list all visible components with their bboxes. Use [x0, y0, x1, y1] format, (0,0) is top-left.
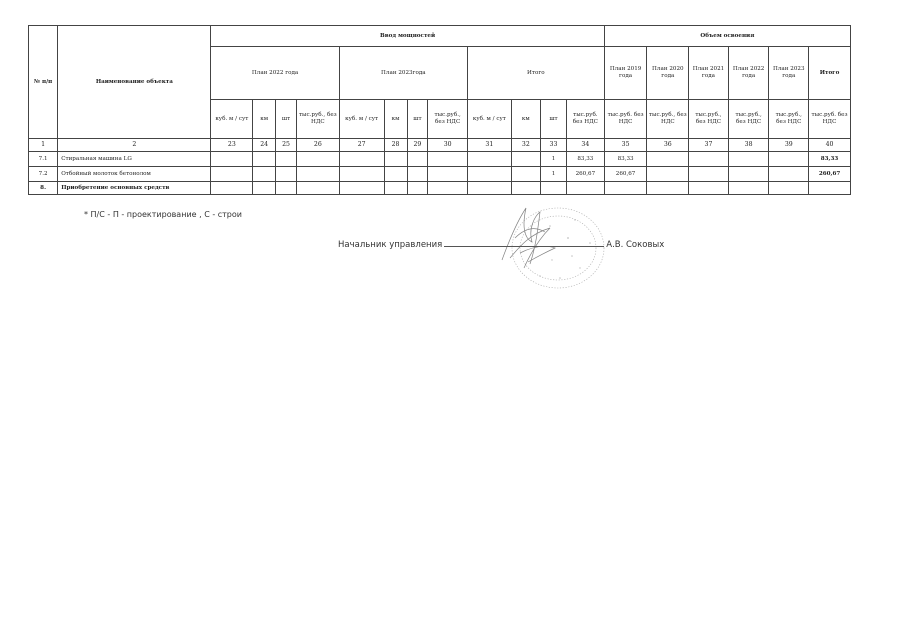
- col-number: 25: [276, 139, 297, 152]
- header-num: № п/п: [29, 26, 58, 139]
- col-number: 34: [567, 139, 605, 152]
- table-row: [29, 152, 851, 167]
- row-plan-2019: 83,33: [604, 152, 647, 167]
- signature-block: [338, 238, 664, 250]
- unit-cell: км: [253, 100, 276, 139]
- header-volume: Объем освоения: [604, 26, 850, 47]
- header-plan-2020: План 2020 года: [647, 47, 689, 100]
- col-number: 23: [211, 139, 253, 152]
- row-plan-2019: 260,67: [604, 167, 647, 182]
- col-number: 37: [689, 139, 729, 152]
- unit-cell: куб. м / сут: [467, 100, 511, 139]
- unit-cell: куб. м / сут: [339, 100, 384, 139]
- signature-title: Начальник управления: [338, 240, 443, 250]
- row-name: Отбойный молоток бетонолом: [58, 167, 211, 182]
- table-row: [29, 167, 851, 182]
- col-number: 30: [428, 139, 468, 152]
- col-number: 24: [253, 139, 276, 152]
- unit-cell: тыс.руб., без НДС: [296, 100, 339, 139]
- header-plan-2022: План 2022 года: [211, 47, 339, 100]
- unit-cell: тыс.руб., без НДС: [728, 100, 769, 139]
- row-sum: 83,33: [567, 152, 605, 167]
- header-plan-2021: План 2021 года: [689, 47, 729, 100]
- col-number: 1: [29, 139, 58, 152]
- unit-cell: км: [384, 100, 407, 139]
- unit-cell: куб. м / сут: [211, 100, 253, 139]
- unit-cell: тыс.руб., без НДС: [647, 100, 689, 139]
- header-plan-2022b: План 2022 года: [728, 47, 769, 100]
- header-input-capacity: Ввод мощностей: [211, 26, 604, 47]
- unit-cell: шт: [407, 100, 428, 139]
- unit-cell: тыс.руб., без НДС: [689, 100, 729, 139]
- section-num: 8.: [29, 182, 58, 195]
- investment-table: [28, 25, 851, 195]
- unit-cell: тыс.руб. без НДС: [604, 100, 647, 139]
- header-plan-2019: План 2019 года: [604, 47, 647, 100]
- footnote: * П/С - П - проектирование , С - строи: [84, 210, 242, 219]
- header-name: Наименование объекта: [58, 26, 211, 139]
- col-number: 35: [604, 139, 647, 152]
- section-name: Приобретение основных средств: [58, 182, 211, 195]
- row-sum: 260,67: [567, 167, 605, 182]
- unit-cell: шт: [540, 100, 566, 139]
- col-number: 28: [384, 139, 407, 152]
- header-plan-2023b: План 2023 года: [769, 47, 809, 100]
- col-number: 36: [647, 139, 689, 152]
- row-total: 83,33: [809, 152, 851, 167]
- row-num: 7.1: [29, 152, 58, 167]
- col-number: 40: [809, 139, 851, 152]
- unit-cell: тыс.руб., без НДС: [769, 100, 809, 139]
- signature-line: [444, 238, 604, 247]
- col-number: 33: [540, 139, 566, 152]
- unit-cell: тыс.руб. без НДС: [809, 100, 851, 139]
- section-row: [29, 182, 851, 195]
- col-number: 39: [769, 139, 809, 152]
- unit-cell: км: [511, 100, 540, 139]
- col-number: 27: [339, 139, 384, 152]
- signature-name: А.В. Соковых: [606, 240, 665, 250]
- row-name: Стиральная машина LG: [58, 152, 211, 167]
- col-number: 31: [467, 139, 511, 152]
- row-qty: 1: [540, 167, 566, 182]
- col-number: 29: [407, 139, 428, 152]
- unit-cell: тыс.руб., без НДС: [428, 100, 468, 139]
- unit-cell: шт: [276, 100, 297, 139]
- header-total: Итого: [467, 47, 604, 100]
- col-number: 26: [296, 139, 339, 152]
- row-total: 260,67: [809, 167, 851, 182]
- unit-cell: тыс.руб. без НДС: [567, 100, 605, 139]
- header-plan-2023: План 2023года: [339, 47, 467, 100]
- col-number: 32: [511, 139, 540, 152]
- row-num: 7.2: [29, 167, 58, 182]
- col-number: 38: [728, 139, 769, 152]
- row-qty: 1: [540, 152, 566, 167]
- col-number: 2: [58, 139, 211, 152]
- header-itogo: Итого: [809, 47, 851, 100]
